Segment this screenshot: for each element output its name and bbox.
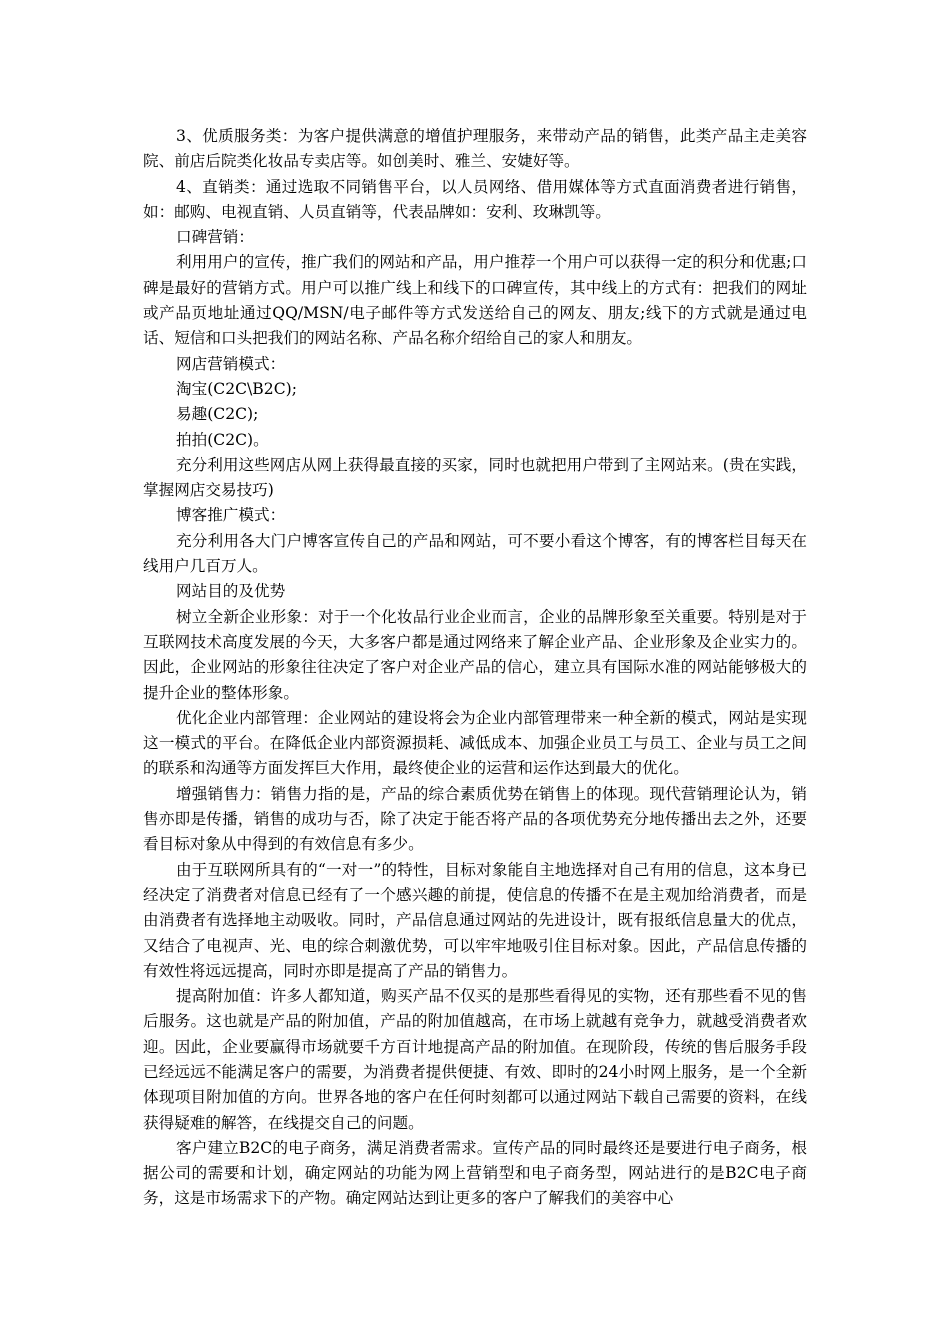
paragraph-online-store: 充分利用这些网店从网上获得最直接的买家，同时也就把用户带到了主网站来。(贵在实践，掌握网店交易技巧) — [143, 455, 807, 500]
paragraph-internal-management: 优化企业内部管理：企业网站的建设将会为企业内部管理带来一种全新的模式，网站是实现这一模式的平台。在降低企业内部资源损耗、减低成本、加强企业员工与员工、企业与员工之间的联系和沟通等方面发挥巨大作用，最终使企业的运营和运作达到最大的优化。 — [143, 708, 807, 778]
paragraph-corporate-image: 树立全新企业形象：对于一个化妆品行业企业而言，企业的品牌形象至关重要。特别是对于互联网技术高度发展的今天，大多客户都是通过网络来了解企业产品、企业形象及企业实力的。因此，企业网站的形象往往决定了客户对企业产品的信心，建立具有国际水准的网站能够极大的提升企业的整体形象。 — [143, 607, 807, 702]
heading-word-of-mouth: 口碑营销： — [176, 228, 254, 247]
paragraph-one-to-one: 由于互联网所具有的“一对一”的特性，目标对象能自主地选择对自己有用的信息，这本身已经决定了消费者对信息已经有了一个感兴趣的前提，使信息的传播不在是主观加给消费者，而是由消费者有选择地主动吸收。同时，产品信息通过网站的先进设计，既有报纸信息量大的优点，又结合了电视声、光、电的综合刺激优势，可以牢牢地吸引住目标对象。因此，产品信息传播的有效性将远远提高，同时亦即是提高了产品的销售力。 — [143, 860, 807, 980]
paragraph-blog: 充分利用各大门户博客宣传自己的产品和网站，可不要小看这个博客，有的博客栏目每天在线用户几百万人。 — [143, 531, 807, 576]
list-item-eachnet: 易趣(C2C); — [176, 405, 259, 424]
paragraph-b2c: 客户建立B2C的电子商务，满足消费者需求。宣传产品的同时最终还是要进行电子商务，根据公司的需要和计划，确定网站的功能为网上营销型和电子商务型，网站进行的是B2C电子商务，这是市场需求下的产物。确定网站达到让更多的客户了解我们的美容中心 — [143, 1138, 807, 1208]
heading-blog: 博客推广模式： — [176, 506, 286, 525]
list-item-paipai: 拍拍(C2C)。 — [176, 430, 269, 449]
paragraph-word-of-mouth: 利用用户的宣传，推广我们的网站和产品，用户推荐一个用户可以获得一定的积分和优惠;口碑是最好的营销方式。用户可以推广线上和线下的口碑宣传，其中线上的方式有：把我们的网址或产品页地址通过QQ/MSN/电子邮件等方式发送给自己的网友、朋友;线下的方式就是通过电话、短信和口头把我们的网站名称、产品名称介绍给自己的家人和朋友。 — [143, 253, 807, 348]
paragraph-direct-sales: 4、直销类：通过选取不同销售平台，以人员网络、借用媒体等方式直面消费者进行销售，如：邮购、电视直销、人员直销等，代表品牌如：安利、玫琳凯等。 — [143, 177, 807, 221]
heading-website-goals: 网站目的及优势 — [176, 582, 286, 601]
paragraph-added-value: 提高附加值：许多人都知道，购买产品不仅买的是那些看得见的实物，还有那些看不见的售后服务。这也就是产品的附加值，产品的附加值越高，在市场上就越有竞争力，就越受消费者欢迎。因此，企业要赢得市场就要千方百计地提高产品的附加值。在现阶段，传统的售后服务手段已经远远不能满足客户的需要，为消费者提供便捷、有效、即时的24小时网上服务，是一个全新体现项目附加值的方向。世界各地的客户在任何时刻都可以通过网站下载自己需要的资料，在线获得疑难的解答，在线提交自己的问题。 — [143, 987, 807, 1132]
paragraph-sales-power: 增强销售力：销售力指的是，产品的综合素质优势在销售上的体现。现代营销理论认为，销售亦即是传播，销售的成功与否，除了决定于能否将产品的各项优势充分地传播出去之外，还要看目标对象从中得到的有效信息有多少。 — [143, 784, 807, 854]
document-page — [143, 124, 807, 1212]
list-item-taobao: 淘宝(C2C\B2C); — [176, 379, 297, 398]
heading-online-store: 网店营销模式： — [176, 354, 286, 373]
paragraph-quality-service: 3、优质服务类：为客户提供满意的增值护理服务，来带动产品的销售，此类产品主走美容院、前店后院类化妆品专卖店等。如创美时、雅兰、安婕好等。 — [143, 127, 807, 171]
